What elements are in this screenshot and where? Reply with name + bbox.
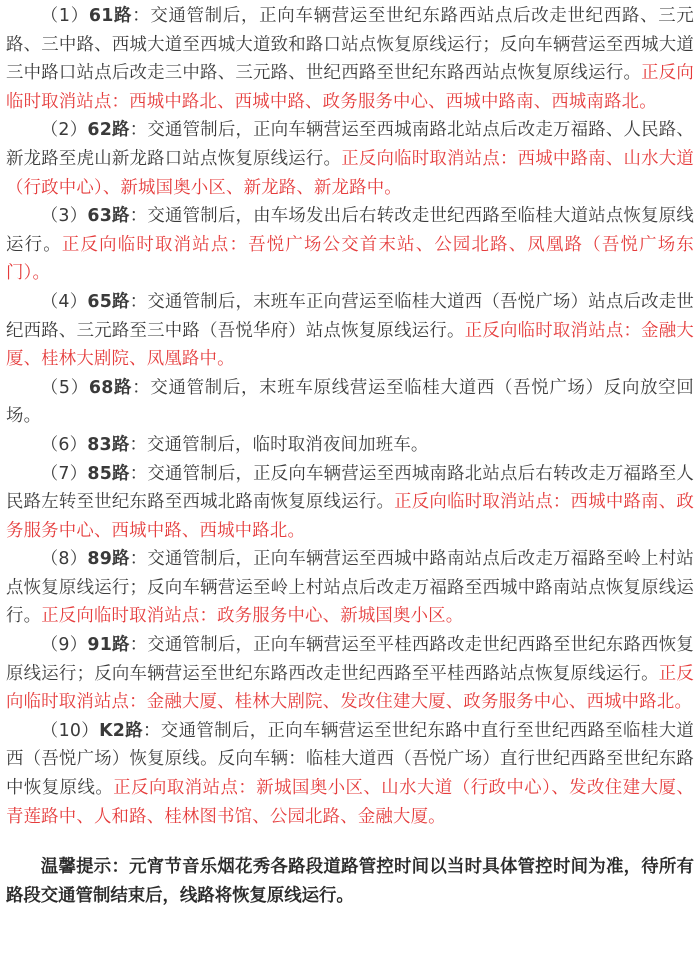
item-number: （5） [40,377,89,398]
item-number: （7） [40,463,88,484]
route-item-61 [6,2,694,116]
cancelled-stops: 正反向临时取消站点：金融大厦、桂林大剧院、发改住建大厦、政务服务中心、西城中路北。 [6,663,694,713]
cancelled-stops: 正反向临时取消站点：西城中路南、山水大道（行政中心）、新城国奥小区、新龙路、新龙路中。 [6,148,694,198]
route-item-91 [6,631,694,717]
item-number: （10） [40,720,100,741]
cancelled-stops: 正反向临时取消站点：金融大厦、桂林大剧院、凤凰路中。 [6,320,694,370]
route-description: ：交通管制后，正向车辆营运至世纪东路中直行至世纪西路至临桂大道西（吾悦广场）恢复原线。反向车辆：临桂大道西（吾悦广场）直行世纪西路至世纪东路中恢复原线。 [6,720,694,799]
cancelled-stops: 正反向临时取消站点：吾悦广场公交首末站、公园北路、凤凰路（吾悦广场东门）。 [6,234,694,284]
route-item-62 [6,116,694,202]
route-item-83 [6,431,694,460]
route-name: 61路 [88,6,133,26]
warm-reminder: 温馨提示：元宵节音乐烟花秀各路段道路管控时间以当时具体管控时间为准，待所有路段交通管制结束后，线路将恢复原线运行。 [6,857,694,906]
item-number: （6） [40,434,88,455]
route-item-85 [6,460,694,546]
route-name: K2路 [99,720,144,741]
route-description: ：交通管制后，正向车辆营运至西城中路南站点后改走万福路至岭上村站点恢复原线运行；反向车辆营运至岭上村站点后改走万福路至西城中路南站点恢复原线运行。 [6,549,695,627]
cancelled-stops: 正反向临时取消站点：西城中路北、西城中路、政务服务中心、西城中路南、西城南路北。 [6,63,694,112]
route-name: 62路 [87,120,130,141]
item-number: （8） [40,549,88,570]
item-number: （3） [40,206,88,227]
route-description: ：交通管制后，正反向车辆营运至西城南路北站点后右转改走万福路至人民路左转至世纪东路至西城北路南恢复原线运行。 [6,463,695,513]
route-description: ：交通管制后，临时取消夜间加班车。 [129,434,429,455]
route-item-63 [6,202,694,288]
route-item-89 [6,545,694,631]
route-name: 63路 [87,206,130,227]
cancelled-stops: 正反向临时取消站点：政务服务中心、新城国奥小区。 [41,606,464,627]
cancelled-stops: 正反向临时取消站点：西城中路南、政务服务中心、西城中路、西城中路北。 [6,492,695,541]
route-item-68 [6,374,694,431]
item-number: （9） [40,635,88,656]
route-description: ：交通管制后，正向车辆营运至平桂西路改走世纪西路至世纪东路西恢复原线运行；反向车辆营运至世纪东路西改走世纪西路至平桂西路站点恢复原线运行。 [6,635,695,684]
route-name: 65路 [87,291,130,312]
route-description: ：交通管制后，末班车原线营运至临桂大道西（吾悦广场）反向放空回场。 [6,377,694,427]
route-name: 68路 [88,377,133,398]
item-number: （4） [40,291,88,312]
route-description: ：交通管制后，正向车辆营运至西城南路北站点后改走万福路、人民路、新龙路至虎山新龙路口站点恢复原线运行。 [6,120,695,169]
route-name: 89路 [87,549,130,570]
cancelled-stops: 正反向取消站点：新城国奥小区、山水大道（行政中心）、发改住建大厦、青莲路中、人和路、桂林图书馆、公园北路、金融大厦。 [6,778,695,827]
route-description: ：交通管制后，末班车正向营运至临桂大道西（吾悦广场）站点后改走世纪西路、三元路至三中路（吾悦华府）站点恢复原线运行。 [6,291,695,341]
route-item-65 [6,288,694,374]
route-description: ：交通管制后，由车场发出后右转改走世纪西路至临桂大道站点恢复原线运行。 [6,206,695,255]
route-description: ：交通管制后，正向车辆营运至世纪东路西站点后改走世纪西路、三元路、三中路、西城大道至西城大道致和路口站点恢复原线运行；反向车辆营运至西城大道三中路口站点后改走三中路、三元路、世纪西路至世纪东路西站点恢复原线运行。 [6,6,694,84]
route-name: 85路 [87,463,130,484]
item-number: （1） [40,6,89,26]
item-number: （2） [40,120,88,141]
route-item-k2 [6,717,694,831]
route-name: 91路 [87,635,130,656]
route-name: 83路 [87,434,130,455]
